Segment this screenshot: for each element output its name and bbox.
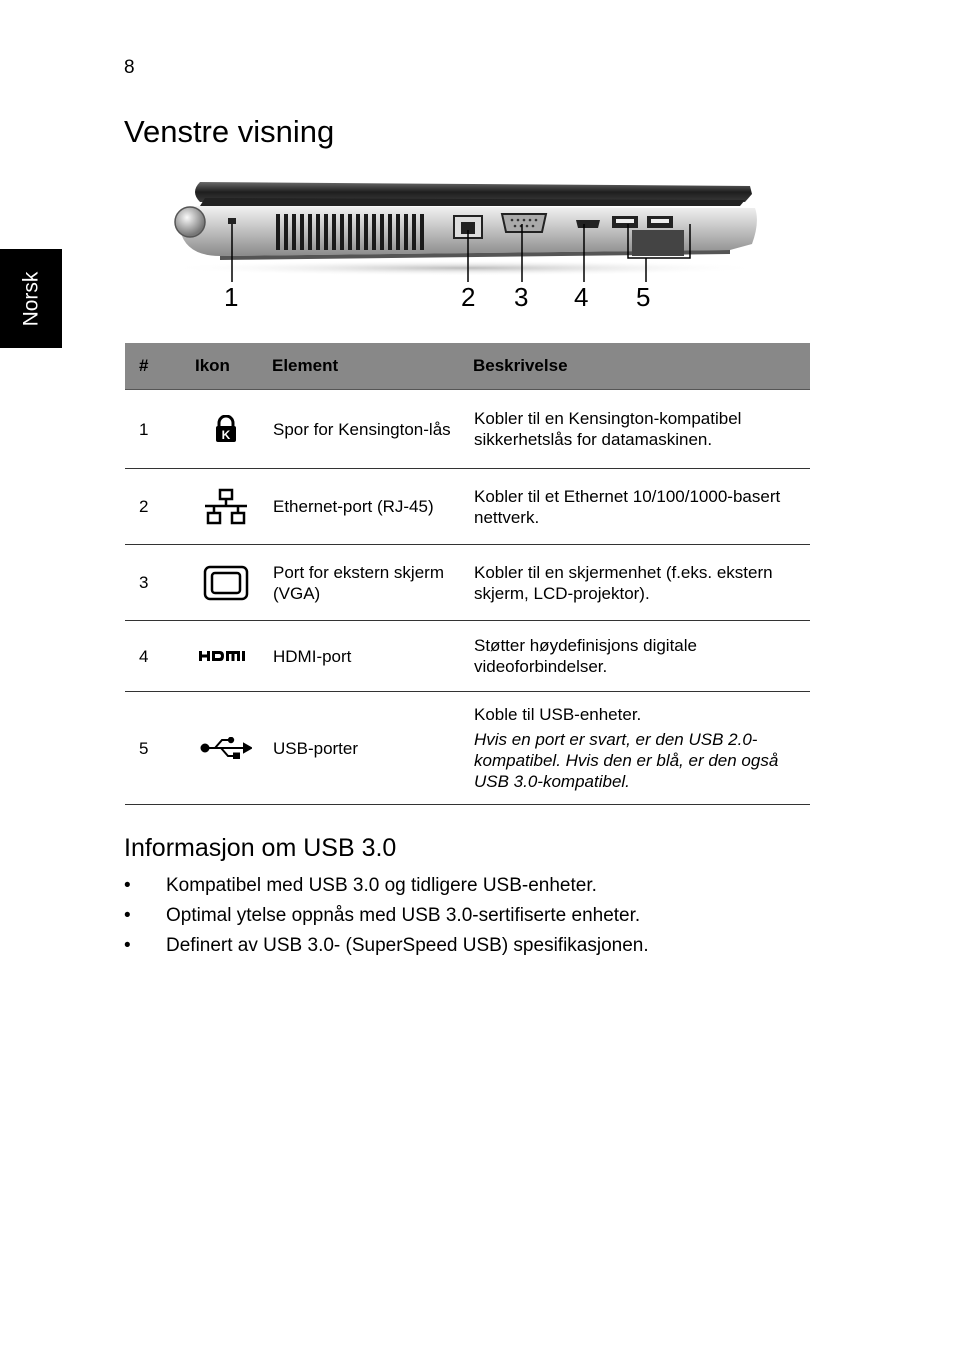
description-text: Kobler til et Ethernet 10/100/1000-basert nettverk. <box>474 486 781 527</box>
row-description <box>473 692 810 805</box>
header-number: # <box>125 343 195 390</box>
description-text: Kobler til en Kensington-kompatibel sikkerhetslås for datamaskinen. <box>474 409 742 449</box>
row-number: 1 <box>125 390 195 469</box>
row-description <box>473 545 810 621</box>
list-item: • Kompatibel med USB 3.0 og tidligere USB-enheter. <box>124 872 649 902</box>
callout-2: 2 <box>461 282 476 312</box>
table-row <box>125 390 810 469</box>
table-row <box>125 545 810 621</box>
table-row <box>125 692 810 805</box>
usb-info-title: Informasjon om USB 3.0 <box>124 834 397 862</box>
row-description <box>473 469 810 545</box>
description-text: Kobler til en skjermenhet (f.eks. ekstern skjerm, LCD-projektor). <box>474 562 773 603</box>
header-element: Element <box>272 343 473 390</box>
row-number: 5 <box>125 692 195 805</box>
row-number: 3 <box>125 545 195 621</box>
callout-5: 5 <box>636 282 651 312</box>
svg-text:K: K <box>221 428 231 442</box>
page-number: 8 <box>124 57 135 78</box>
description-text: Koble til USB-enheter. <box>474 705 642 724</box>
table-row <box>125 621 810 692</box>
page-title: Venstre visning <box>124 114 335 149</box>
kensington-lock-icon <box>214 415 238 443</box>
callout-1: 1 <box>224 282 239 312</box>
table-row <box>125 469 810 545</box>
ethernet-icon <box>203 488 249 526</box>
table-header-row <box>125 343 810 390</box>
language-side-tab <box>0 249 62 348</box>
row-number: 4 <box>125 621 195 692</box>
row-number: 2 <box>125 469 195 545</box>
callout-4: 4 <box>574 282 589 312</box>
vga-monitor-icon <box>203 565 249 601</box>
row-element: Ethernet-port (RJ-45) <box>272 469 473 545</box>
usb-icon <box>200 737 252 759</box>
usb-info-list <box>124 872 649 962</box>
side-tab-label: Norsk <box>19 271 42 326</box>
header-icon: Ikon <box>195 343 272 390</box>
hdmi-icon <box>198 649 254 663</box>
callout-3: 3 <box>514 282 529 312</box>
row-element: USB-porter <box>272 692 473 805</box>
description-text: Støtter høydefinisjons digitale videoforbindelser. <box>474 636 697 676</box>
header-description: Beskrivelse <box>473 343 810 390</box>
row-element: Port for ekstern skjerm (VGA) <box>272 545 473 621</box>
row-element: HDMI-port <box>272 621 473 692</box>
list-item: • Definert av USB 3.0- (SuperSpeed USB) spesifikasjonen. <box>124 932 649 962</box>
row-description <box>473 621 810 692</box>
ports-table <box>125 343 810 805</box>
row-element: Spor for Kensington-lås <box>272 390 473 469</box>
description-note: Hvis en port er svart, er den USB 2.0-kompatibel. Hvis den er blå, er den også USB 3.0-kompatibel. <box>474 730 779 791</box>
list-item: • Optimal ytelse oppnås med USB 3.0-sertifiserte enheter. <box>124 902 649 932</box>
row-description <box>473 390 810 469</box>
